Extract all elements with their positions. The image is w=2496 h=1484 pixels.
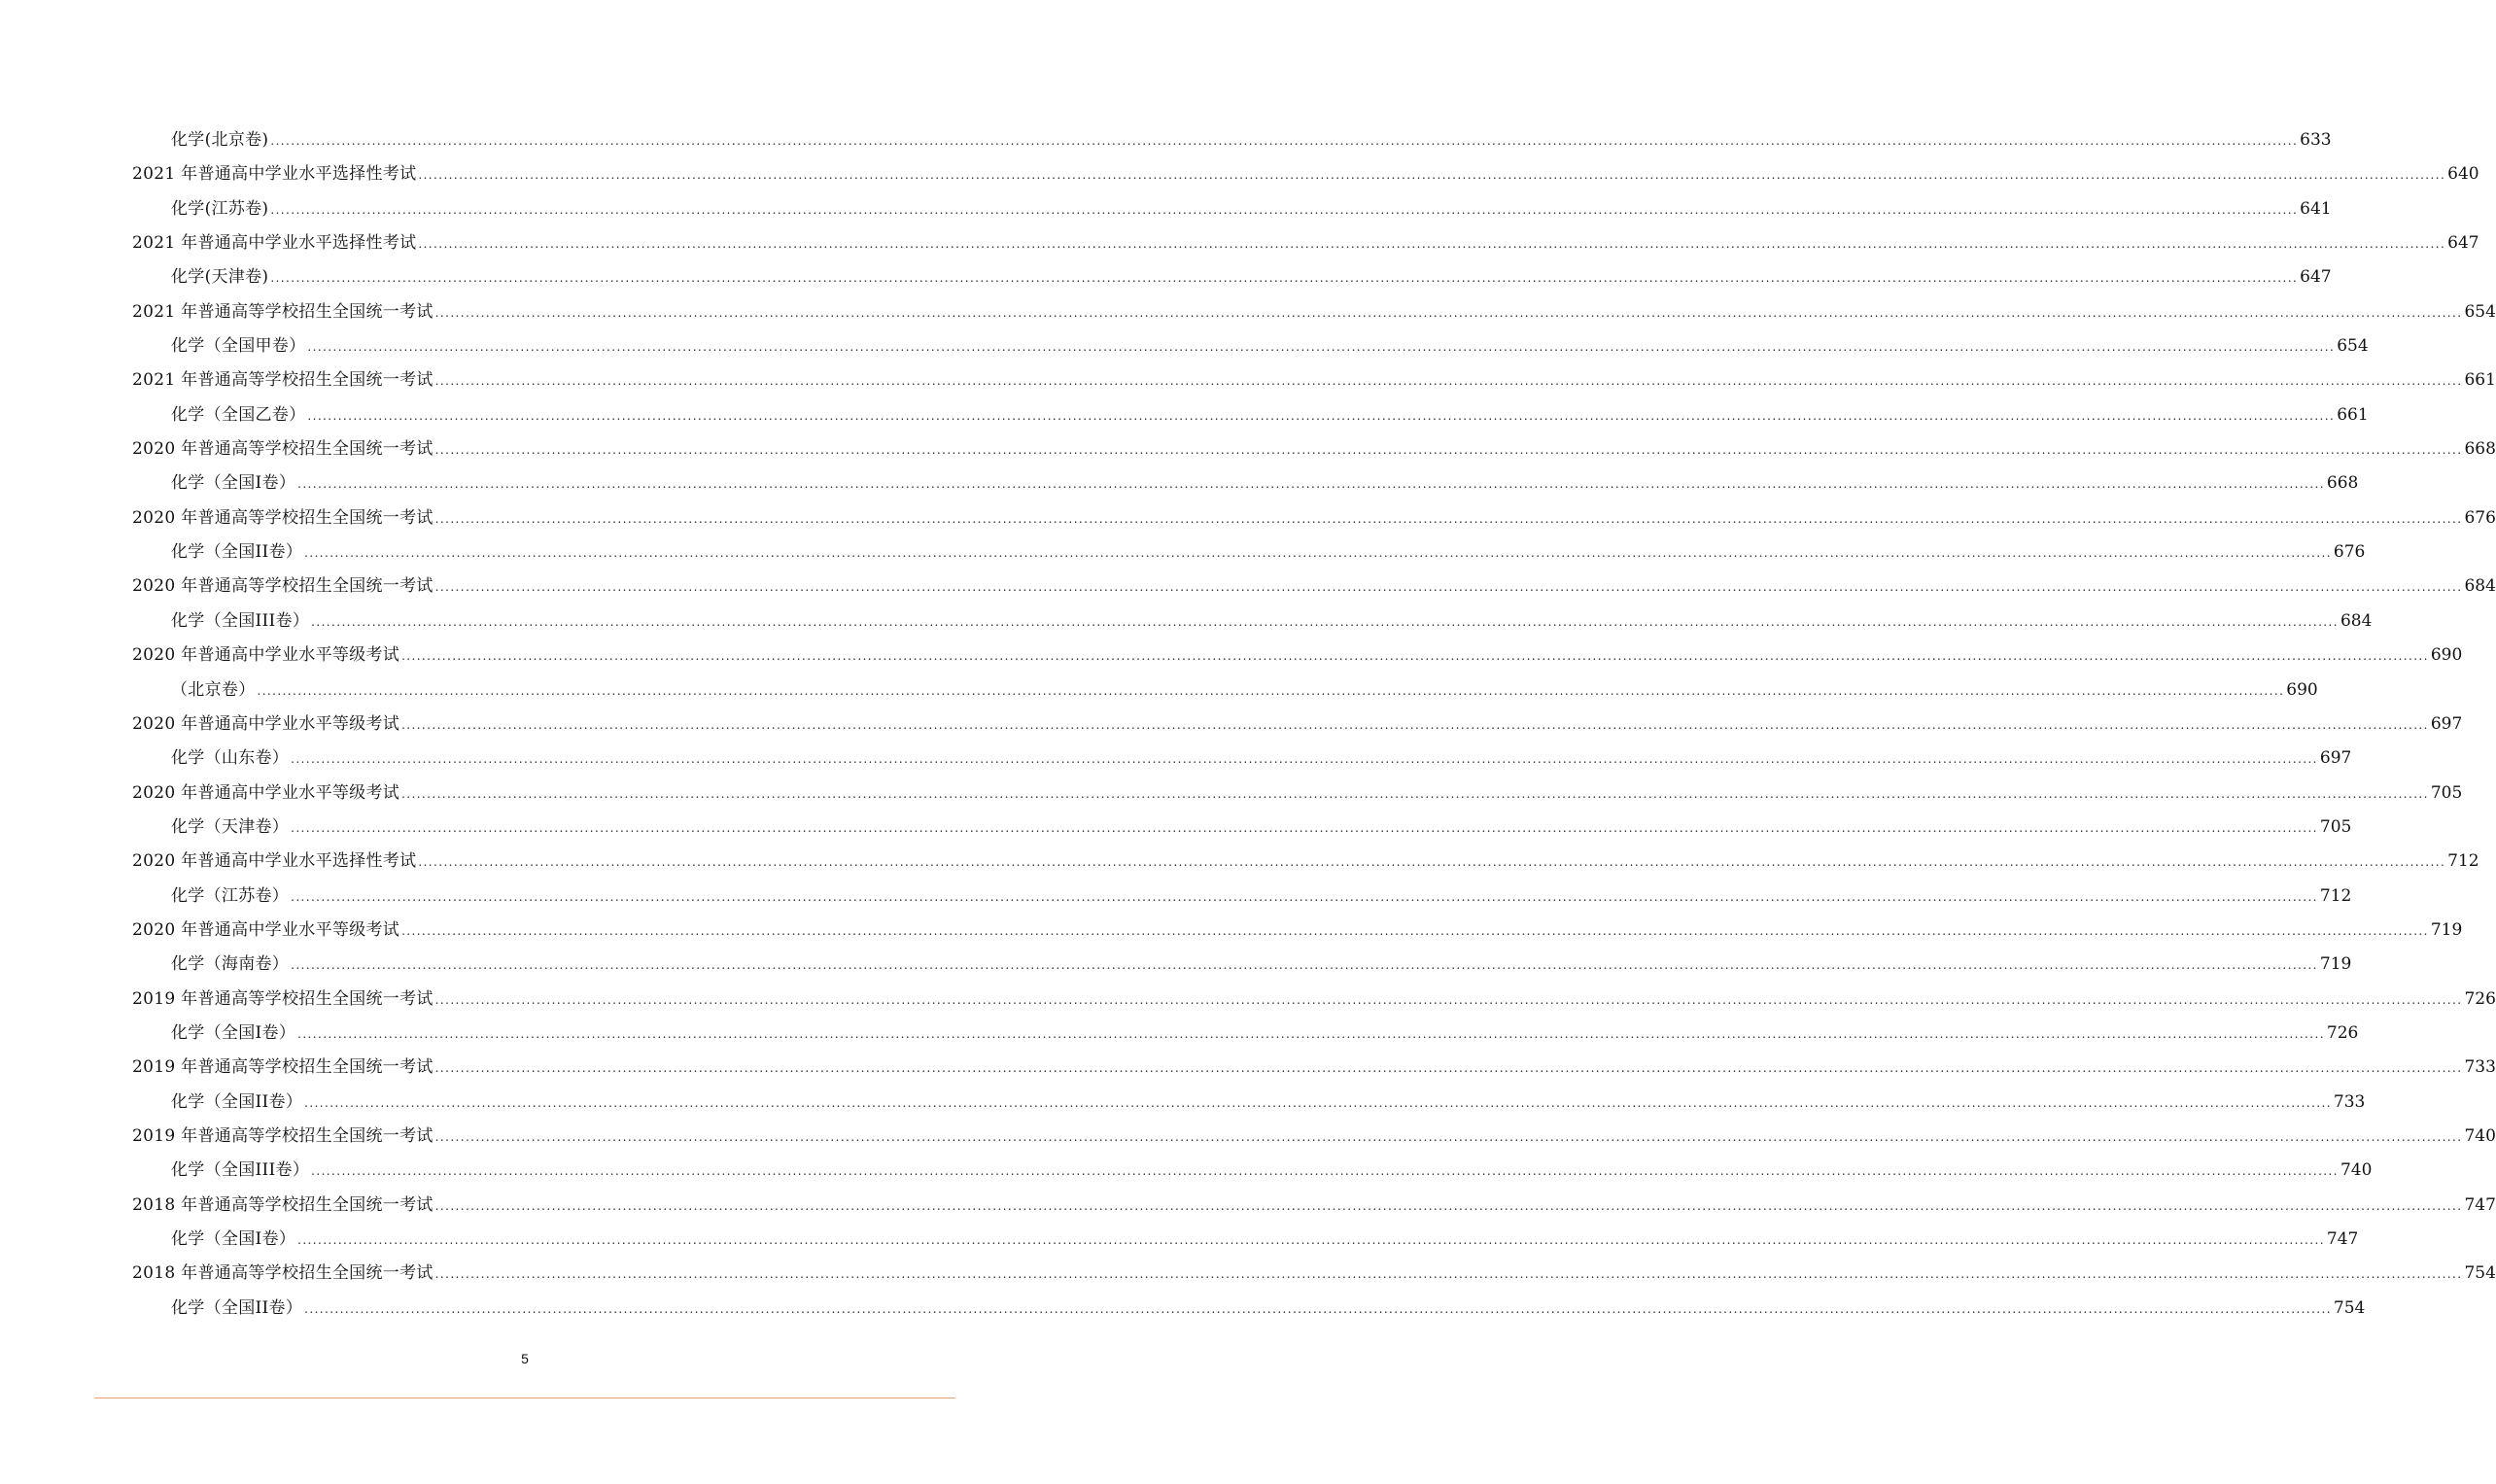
toc-entry-exam[interactable] bbox=[0, 707, 2463, 742]
toc-entry-page-number: 676 bbox=[2333, 542, 2366, 563]
toc-entry-title: 化学（江苏卷） bbox=[171, 885, 290, 906]
toc-dot-leader: ................................................................................................................................................................................................................................................................................................................................................................................................................ bbox=[434, 992, 2463, 1007]
toc-entry-exam[interactable] bbox=[0, 226, 2479, 260]
toc-dot-leader: ................................................................................................................................................................................................................................................................................................................................................................................................................ bbox=[270, 271, 2299, 286]
page-number: 5 bbox=[521, 1351, 529, 1366]
toc-entry-title: 2020 年普通高等学校招生全国统一考试 bbox=[132, 576, 433, 597]
toc-dot-leader: ................................................................................................................................................................................................................................................................................................................................................................................................................ bbox=[401, 923, 2429, 938]
toc-entry-title: 2018 年普通高等学校招生全国统一考试 bbox=[132, 1194, 433, 1215]
toc-entry-page-number: 733 bbox=[2333, 1091, 2366, 1112]
toc-entry-page-number: 726 bbox=[2464, 988, 2496, 1009]
toc-dot-leader: ................................................................................................................................................................................................................................................................................................................................................................................................................ bbox=[307, 340, 2336, 355]
toc-entry-exam[interactable] bbox=[0, 1051, 2496, 1085]
toc-dot-leader: ................................................................................................................................................................................................................................................................................................................................................................................................................ bbox=[297, 1026, 2325, 1041]
toc-entry-paper[interactable] bbox=[0, 192, 2332, 226]
toc-entry-title: 化学（海南卷） bbox=[171, 954, 290, 975]
toc-entry-paper[interactable] bbox=[0, 466, 2359, 500]
toc-entry-paper[interactable] bbox=[0, 123, 2332, 157]
toc-entry-title: 化学（全国甲卷） bbox=[171, 336, 306, 357]
toc-entry-page-number: 697 bbox=[2319, 748, 2352, 769]
toc-entry-page-number: 740 bbox=[2340, 1160, 2373, 1181]
toc-entry-paper[interactable] bbox=[0, 329, 2369, 363]
toc-entry-title: 2020 年普通高等学校招生全国统一考试 bbox=[132, 507, 433, 528]
toc-dot-leader: ................................................................................................................................................................................................................................................................................................................................................................................................................ bbox=[270, 134, 2299, 148]
toc-entry-exam[interactable] bbox=[0, 914, 2463, 948]
toc-entry-page-number: 733 bbox=[2464, 1057, 2496, 1078]
toc-entry-title: 化学（全国II卷） bbox=[171, 1091, 303, 1112]
toc-entry-paper[interactable] bbox=[0, 1223, 2359, 1257]
toc-entry-title: 2020 年普通高中学业水平等级考试 bbox=[132, 713, 400, 734]
toc-entry-page-number: 640 bbox=[2447, 164, 2479, 185]
toc-entry-title: 化学（山东卷） bbox=[171, 748, 290, 769]
toc-dot-leader: ................................................................................................................................................................................................................................................................................................................................................................................................................ bbox=[401, 649, 2429, 664]
toc-entry-title: 2021 年普通高中学业水平选择性考试 bbox=[132, 233, 417, 254]
toc-entry-page-number: 747 bbox=[2464, 1194, 2496, 1215]
toc-entry-exam[interactable] bbox=[0, 983, 2496, 1017]
toc-entry-page-number: 654 bbox=[2337, 336, 2369, 357]
toc-entry-page-number: 697 bbox=[2430, 713, 2463, 734]
toc-entry-exam[interactable] bbox=[0, 569, 2496, 604]
toc-entry-title: 化学（全国I卷） bbox=[171, 1229, 296, 1249]
toc-entry-exam[interactable] bbox=[0, 1257, 2496, 1291]
toc-entry-page-number: 661 bbox=[2464, 370, 2496, 391]
toc-dot-leader: ................................................................................................................................................................................................................................................................................................................................................................................................................ bbox=[434, 305, 2463, 320]
toc-entry-title: 化学(北京卷) bbox=[171, 130, 269, 150]
toc-dot-leader: ................................................................................................................................................................................................................................................................................................................................................................................................................ bbox=[291, 889, 2318, 904]
toc-entry-title: 化学（全国III卷） bbox=[171, 610, 310, 631]
toc-entry-exam[interactable] bbox=[0, 777, 2463, 811]
toc-entry-title: 2020 年普通高中学业水平选择性考试 bbox=[132, 851, 417, 872]
toc-entry-exam[interactable] bbox=[0, 845, 2479, 879]
toc-entry-exam[interactable] bbox=[0, 432, 2496, 466]
toc-entry-paper[interactable] bbox=[0, 1154, 2373, 1188]
toc-entry-page-number: 719 bbox=[2430, 919, 2463, 940]
toc-entry-paper[interactable] bbox=[0, 1292, 2366, 1326]
toc-dot-leader: ................................................................................................................................................................................................................................................................................................................................................................................................................ bbox=[311, 614, 2339, 629]
toc-entry-title: 化学（全国I卷） bbox=[171, 1022, 296, 1043]
toc-entry-title: 2018 年普通高等学校招生全国统一考试 bbox=[132, 1263, 433, 1284]
toc-entry-page-number: 647 bbox=[2447, 233, 2479, 254]
table-of-contents bbox=[0, 123, 2496, 1326]
toc-entry-title: 2019 年普通高等学校招生全国统一考试 bbox=[132, 1057, 433, 1078]
toc-dot-leader: ................................................................................................................................................................................................................................................................................................................................................................................................................ bbox=[434, 580, 2463, 595]
toc-entry-title: 2020 年普通高中学业水平等级考试 bbox=[132, 919, 400, 940]
toc-entry-page-number: 633 bbox=[2300, 130, 2332, 150]
toc-dot-leader: ................................................................................................................................................................................................................................................................................................................................................................................................................ bbox=[418, 855, 2446, 870]
toc-entry-exam[interactable] bbox=[0, 295, 2496, 329]
toc-entry-title: 2020 年普通高中学业水平等级考试 bbox=[132, 782, 400, 803]
toc-entry-page-number: 690 bbox=[2430, 645, 2463, 666]
toc-dot-leader: ................................................................................................................................................................................................................................................................................................................................................................................................................ bbox=[297, 1233, 2325, 1247]
toc-entry-page-number: 684 bbox=[2340, 610, 2373, 631]
toc-entry-page-number: 747 bbox=[2326, 1229, 2359, 1249]
toc-dot-leader: ................................................................................................................................................................................................................................................................................................................................................................................................................ bbox=[434, 511, 2463, 526]
toc-entry-page-number: 754 bbox=[2464, 1263, 2496, 1284]
toc-dot-leader: ................................................................................................................................................................................................................................................................................................................................................................................................................ bbox=[434, 1267, 2463, 1282]
toc-entry-exam[interactable] bbox=[0, 1189, 2496, 1223]
toc-dot-leader: ................................................................................................................................................................................................................................................................................................................................................................................................................ bbox=[401, 786, 2429, 801]
toc-entry-exam[interactable] bbox=[0, 501, 2496, 535]
toc-entry-page-number: 726 bbox=[2326, 1022, 2359, 1043]
toc-dot-leader: ................................................................................................................................................................................................................................................................................................................................................................................................................ bbox=[304, 546, 2332, 561]
toc-entry-title: 化学（天津卷） bbox=[171, 816, 290, 837]
toc-entry-page-number: 668 bbox=[2464, 439, 2496, 460]
toc-dot-leader: ................................................................................................................................................................................................................................................................................................................................................................................................................ bbox=[270, 202, 2299, 217]
toc-entry-paper[interactable] bbox=[0, 673, 2318, 707]
toc-entry-title: 2021 年普通高等学校招生全国统一考试 bbox=[132, 301, 433, 322]
toc-entry-title: 化学（全国I卷） bbox=[171, 473, 296, 494]
toc-entry-paper[interactable] bbox=[0, 811, 2352, 845]
toc-dot-leader: ................................................................................................................................................................................................................................................................................................................................................................................................................ bbox=[291, 820, 2318, 835]
toc-entry-page-number: 676 bbox=[2464, 507, 2496, 528]
toc-entry-paper[interactable] bbox=[0, 880, 2352, 914]
toc-dot-leader: ................................................................................................................................................................................................................................................................................................................................................................................................................ bbox=[434, 1061, 2463, 1076]
toc-dot-leader: ................................................................................................................................................................................................................................................................................................................................................................................................................ bbox=[257, 683, 2285, 698]
toc-entry-exam[interactable] bbox=[0, 638, 2463, 673]
toc-entry-title: （北京卷） bbox=[171, 679, 256, 700]
toc-entry-paper[interactable] bbox=[0, 1086, 2366, 1120]
toc-entry-title: 2021 年普通高中学业水平选择性考试 bbox=[132, 164, 417, 185]
toc-dot-leader: ................................................................................................................................................................................................................................................................................................................................................................................................................ bbox=[434, 374, 2463, 389]
toc-entry-paper[interactable] bbox=[0, 742, 2352, 776]
toc-dot-leader: ................................................................................................................................................................................................................................................................................................................................................................................................................ bbox=[434, 443, 2463, 458]
toc-entry-paper[interactable] bbox=[0, 1017, 2359, 1051]
toc-dot-leader: ................................................................................................................................................................................................................................................................................................................................................................................................................ bbox=[311, 1164, 2339, 1179]
toc-entry-title: 化学（全国II卷） bbox=[171, 542, 303, 563]
toc-entry-title: 化学（全国II卷） bbox=[171, 1297, 303, 1318]
toc-dot-leader: ................................................................................................................................................................................................................................................................................................................................................................................................................ bbox=[401, 717, 2429, 732]
toc-entry-page-number: 641 bbox=[2300, 198, 2332, 219]
toc-entry-exam[interactable] bbox=[0, 1120, 2496, 1154]
toc-entry-page-number: 705 bbox=[2430, 782, 2463, 803]
toc-dot-leader: ................................................................................................................................................................................................................................................................................................................................................................................................................ bbox=[434, 1198, 2463, 1213]
toc-entry-title: 2019 年普通高等学校招生全国统一考试 bbox=[132, 988, 433, 1009]
toc-entry-paper[interactable] bbox=[0, 604, 2373, 638]
toc-entry-title: 2019 年普通高等学校招生全国统一考试 bbox=[132, 1125, 433, 1146]
toc-entry-paper[interactable] bbox=[0, 398, 2369, 432]
toc-entry-page-number: 712 bbox=[2319, 885, 2352, 906]
toc-entry-page-number: 668 bbox=[2326, 473, 2359, 494]
toc-dot-leader: ................................................................................................................................................................................................................................................................................................................................................................................................................ bbox=[291, 958, 2318, 973]
toc-dot-leader: ................................................................................................................................................................................................................................................................................................................................................................................................................ bbox=[434, 1129, 2463, 1144]
toc-entry-page-number: 690 bbox=[2286, 679, 2318, 700]
toc-dot-leader: ................................................................................................................................................................................................................................................................................................................................................................................................................ bbox=[418, 237, 2446, 252]
toc-entry-title: 化学(天津卷) bbox=[171, 267, 269, 288]
toc-entry-exam[interactable] bbox=[0, 157, 2479, 191]
toc-dot-leader: ................................................................................................................................................................................................................................................................................................................................................................................................................ bbox=[304, 1301, 2332, 1316]
toc-entry-page-number: 705 bbox=[2319, 816, 2352, 837]
toc-entry-page-number: 712 bbox=[2447, 851, 2479, 872]
toc-entry-title: 2020 年普通高等学校招生全国统一考试 bbox=[132, 439, 433, 460]
toc-dot-leader: ................................................................................................................................................................................................................................................................................................................................................................................................................ bbox=[291, 752, 2318, 767]
toc-entry-title: 化学（全国III卷） bbox=[171, 1160, 310, 1181]
toc-entry-title: 化学(江苏卷) bbox=[171, 198, 269, 219]
toc-dot-leader: ................................................................................................................................................................................................................................................................................................................................................................................................................ bbox=[297, 477, 2325, 492]
toc-dot-leader: ................................................................................................................................................................................................................................................................................................................................................................................................................ bbox=[304, 1095, 2332, 1110]
toc-entry-paper[interactable] bbox=[0, 260, 2332, 294]
toc-entry-page-number: 719 bbox=[2319, 954, 2352, 975]
toc-entry-exam[interactable] bbox=[0, 363, 2496, 397]
toc-entry-page-number: 654 bbox=[2464, 301, 2496, 322]
toc-entry-page-number: 740 bbox=[2464, 1125, 2496, 1146]
toc-entry-title: 2020 年普通高中学业水平等级考试 bbox=[132, 645, 400, 666]
toc-entry-page-number: 754 bbox=[2333, 1297, 2366, 1318]
toc-entry-paper[interactable] bbox=[0, 535, 2366, 569]
toc-entry-title: 化学（全国乙卷） bbox=[171, 404, 306, 425]
toc-entry-title: 2021 年普通高等学校招生全国统一考试 bbox=[132, 370, 433, 391]
toc-dot-leader: ................................................................................................................................................................................................................................................................................................................................................................................................................ bbox=[418, 168, 2446, 183]
toc-entry-paper[interactable] bbox=[0, 948, 2352, 982]
toc-entry-page-number: 661 bbox=[2337, 404, 2369, 425]
toc-entry-page-number: 647 bbox=[2300, 267, 2332, 288]
toc-entry-page-number: 684 bbox=[2464, 576, 2496, 597]
toc-dot-leader: ................................................................................................................................................................................................................................................................................................................................................................................................................ bbox=[307, 408, 2336, 423]
